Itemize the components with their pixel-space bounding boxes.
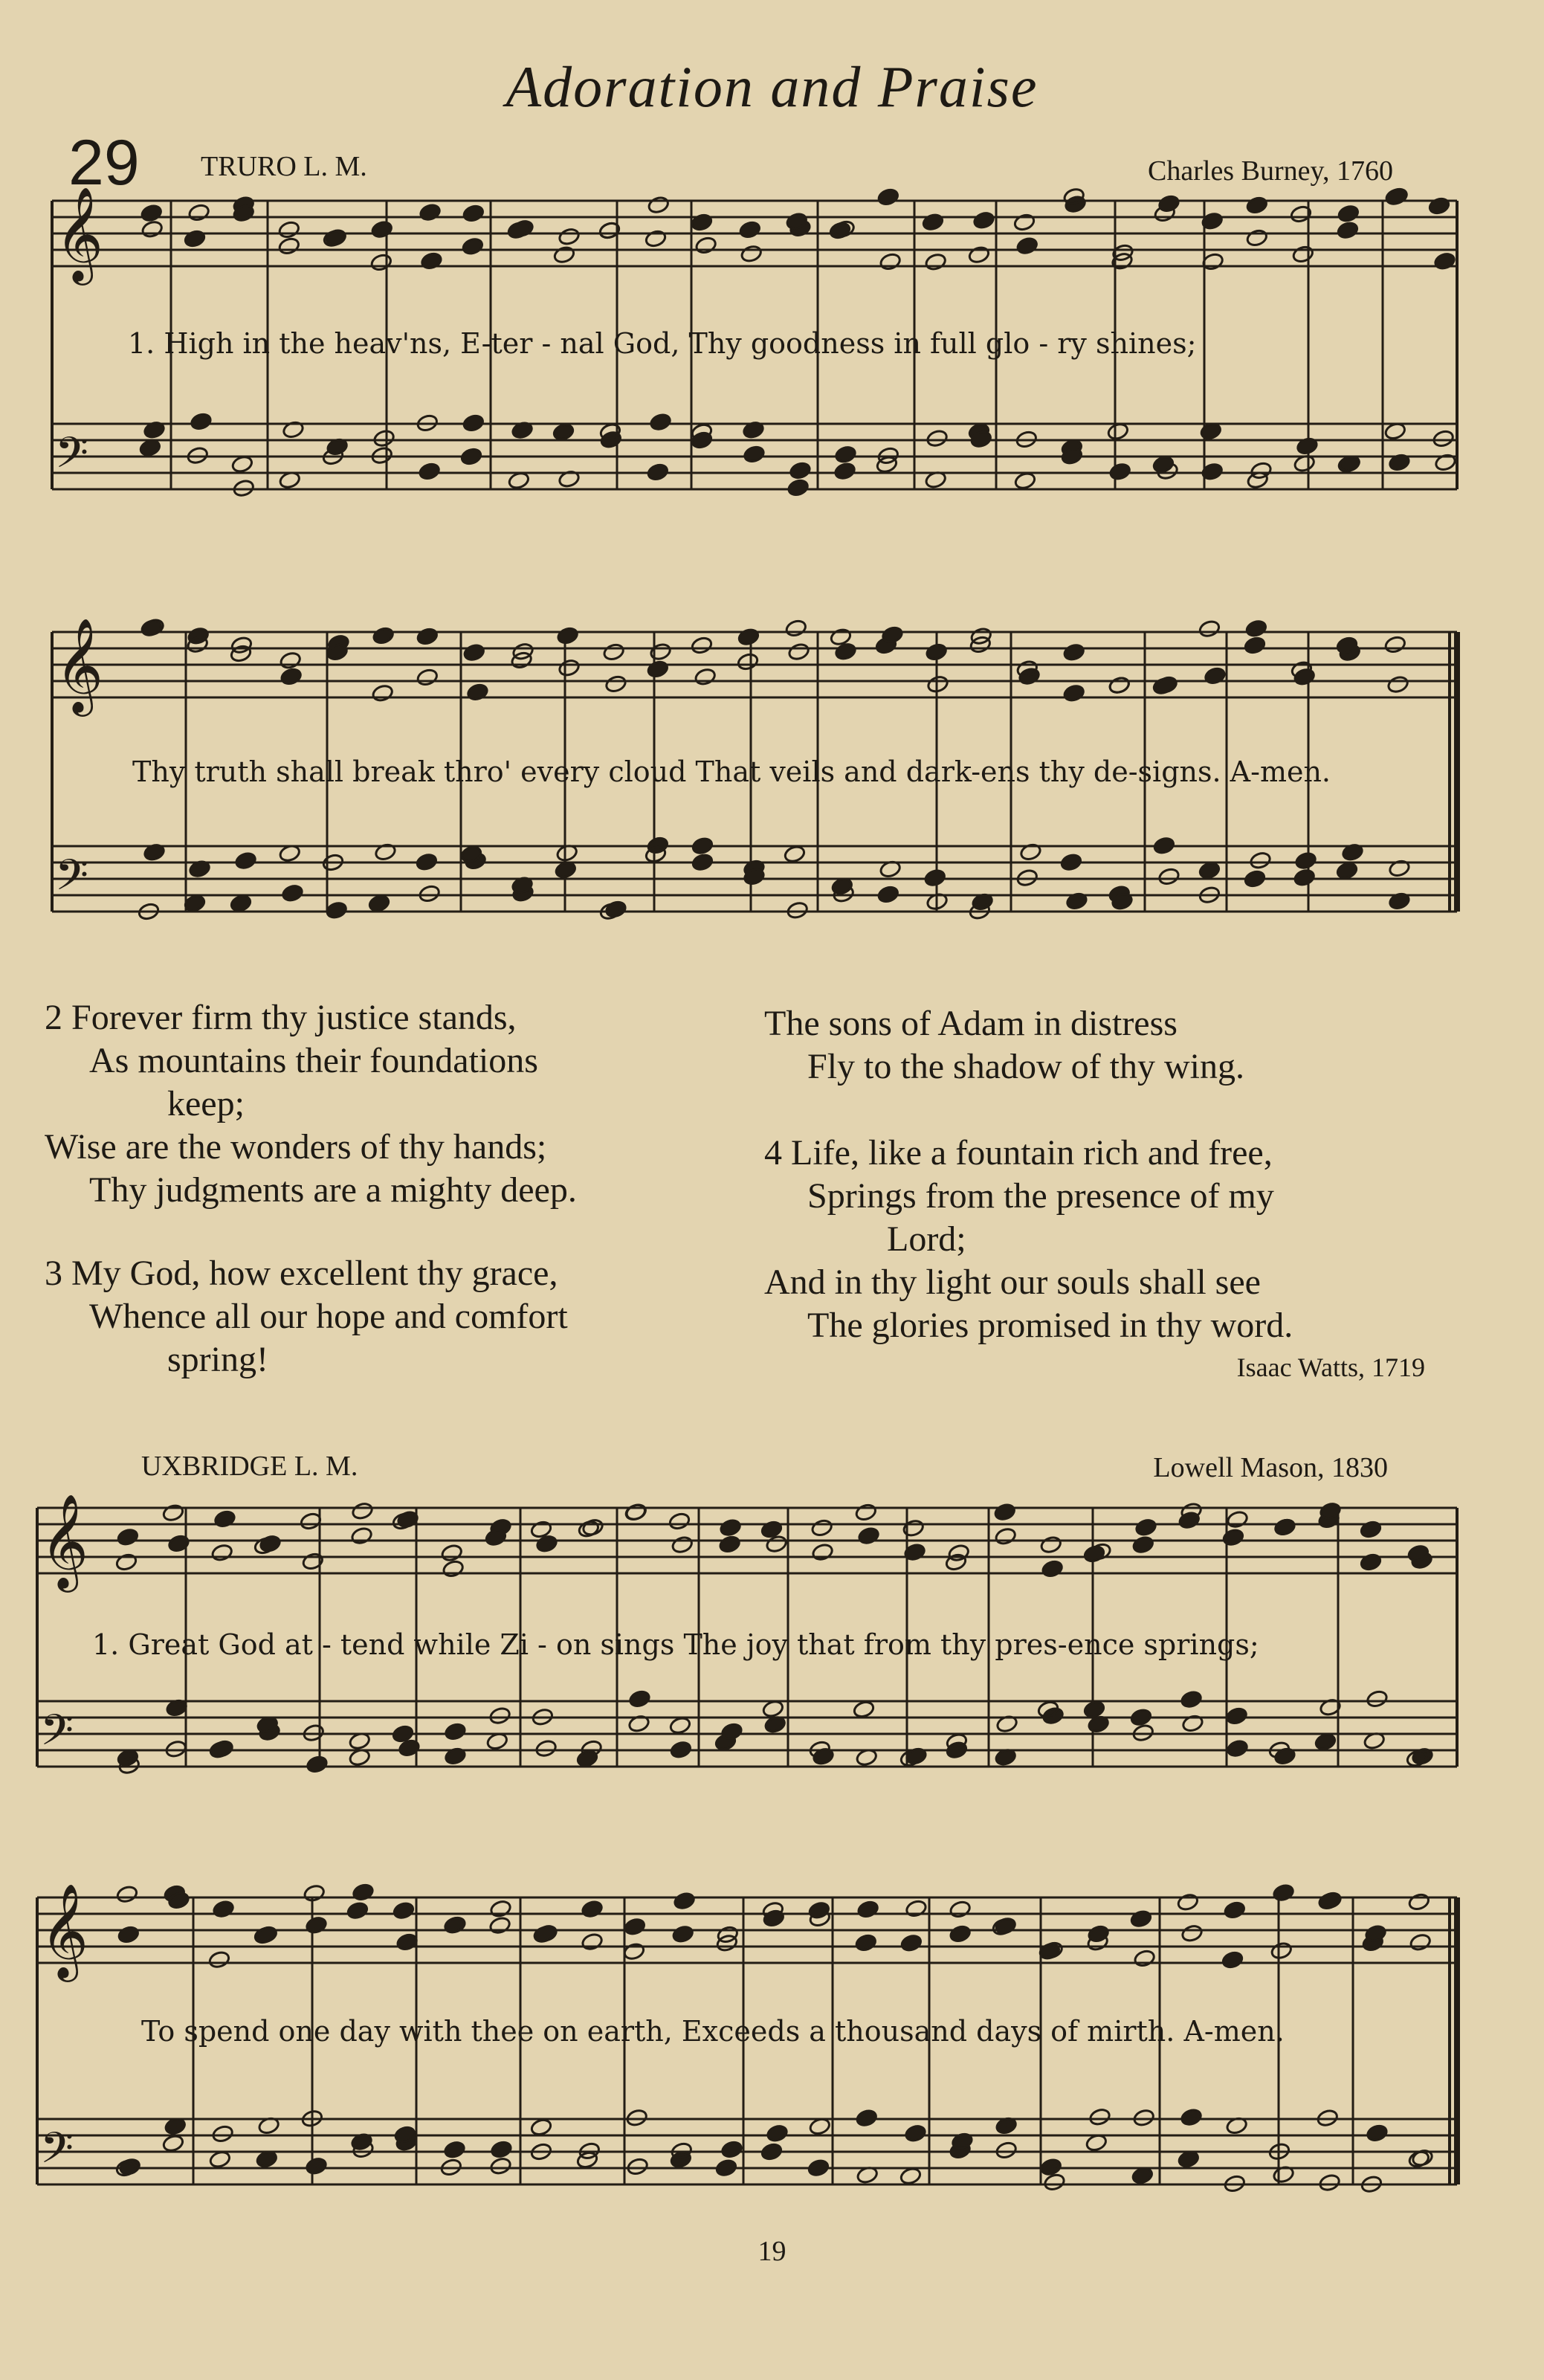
note-head bbox=[669, 1716, 692, 1735]
note-head bbox=[395, 1932, 419, 1952]
note-head bbox=[558, 227, 581, 246]
note-head bbox=[442, 1559, 465, 1578]
note-head bbox=[462, 643, 485, 662]
note-head bbox=[972, 210, 995, 230]
bass-clef-1: 𝄢 bbox=[55, 428, 89, 488]
bass-clef-3: 𝄢 bbox=[40, 1705, 74, 1766]
note-head bbox=[1246, 196, 1269, 215]
note-head bbox=[212, 1900, 235, 1919]
verse-2: 2 Forever firm thy justice stands, As mountains their foundations keep; Wise are the wonders of thy hands; Thy judgments are a mighty deep. bbox=[45, 998, 577, 1210]
note-head bbox=[623, 1942, 646, 1961]
note-head bbox=[877, 885, 900, 904]
note-head bbox=[416, 627, 439, 646]
note-head bbox=[162, 1503, 185, 1523]
note-head bbox=[1157, 867, 1180, 886]
note-head bbox=[718, 1535, 741, 1554]
note-head bbox=[855, 1933, 878, 1952]
note-head bbox=[234, 851, 257, 871]
verse-number: 3 bbox=[45, 1254, 62, 1293]
note-head bbox=[488, 1916, 511, 1935]
note-head bbox=[1108, 462, 1131, 481]
note-head bbox=[740, 244, 763, 263]
note-head bbox=[208, 1950, 231, 1970]
note-head bbox=[1272, 1883, 1295, 1903]
note-head bbox=[719, 1518, 742, 1538]
note-head bbox=[368, 894, 391, 913]
note-head bbox=[420, 251, 443, 271]
note-head bbox=[1039, 2158, 1062, 2177]
note-head bbox=[280, 667, 303, 686]
note-head bbox=[1273, 1518, 1296, 1537]
note-head bbox=[1226, 1739, 1249, 1758]
note-head bbox=[994, 1526, 1017, 1546]
note-head bbox=[372, 626, 395, 645]
note-head bbox=[1132, 2108, 1155, 2127]
note-head bbox=[1134, 1518, 1157, 1537]
note-head bbox=[1409, 1932, 1432, 1952]
note-head bbox=[346, 1901, 369, 1921]
note-head bbox=[1157, 194, 1180, 213]
note-head bbox=[628, 1689, 651, 1709]
note-head bbox=[302, 1552, 325, 1571]
note-head bbox=[556, 626, 579, 645]
note-head bbox=[786, 478, 810, 497]
system-3-treble-staff bbox=[37, 1508, 1457, 1573]
note-head bbox=[784, 845, 807, 864]
note-head bbox=[305, 2156, 328, 2176]
note-head bbox=[1226, 1510, 1249, 1529]
note-head bbox=[325, 900, 348, 920]
note-head bbox=[993, 1503, 1016, 1522]
note-head bbox=[645, 229, 668, 248]
note-head bbox=[1360, 1552, 1383, 1572]
note-head bbox=[444, 1722, 467, 1741]
note-head bbox=[1062, 642, 1085, 662]
note-head bbox=[1039, 1535, 1062, 1555]
note-head bbox=[305, 1915, 328, 1935]
note-head bbox=[673, 1892, 696, 1911]
note-head bbox=[947, 1544, 970, 1563]
treble-clef-4: 𝄞 bbox=[40, 1883, 89, 1978]
note-head bbox=[923, 868, 946, 888]
note-head bbox=[760, 2142, 784, 2161]
note-head bbox=[1083, 1544, 1106, 1564]
note-head bbox=[460, 447, 483, 466]
note-head bbox=[371, 683, 394, 703]
note-head bbox=[419, 203, 442, 222]
note-head bbox=[691, 853, 714, 872]
note-head bbox=[926, 674, 949, 694]
note-head bbox=[1177, 1892, 1200, 1912]
note-head bbox=[1360, 1520, 1383, 1539]
note-head bbox=[647, 462, 670, 482]
note-head bbox=[856, 1900, 879, 1919]
tune-name-uxbridge: UXBRIDGE L. M. bbox=[141, 1451, 358, 1482]
note-head bbox=[416, 852, 439, 871]
note-head bbox=[855, 1503, 878, 1522]
note-head bbox=[1250, 461, 1273, 480]
note-head bbox=[647, 660, 670, 679]
lyric-line-1-uxbridge: 1. Great God at - tend while Zi - on sings The joy that from thy pres-ence springs; bbox=[92, 1628, 1259, 1661]
note-head bbox=[352, 1883, 375, 1902]
note-head bbox=[211, 2124, 234, 2144]
note-head bbox=[1336, 861, 1359, 880]
lyric-line-1-truro: 1. High in the heav'ns, E-ter - nal God, Thy goodness in full glo - ry shines; bbox=[128, 327, 1197, 360]
note-head bbox=[670, 1740, 693, 1759]
note-head bbox=[904, 2123, 927, 2143]
note-head bbox=[1249, 851, 1272, 870]
note-head bbox=[230, 894, 253, 913]
lyric-line-2-truro: Thy truth shall break thro' every cloud That veils and dark-ens thy de-signs. A-men. bbox=[132, 755, 1331, 788]
hymn-number: 29 bbox=[68, 127, 140, 199]
note-head bbox=[877, 187, 900, 207]
note-head bbox=[789, 461, 812, 480]
note-head bbox=[1222, 1528, 1245, 1547]
note-head bbox=[416, 668, 439, 687]
note-head bbox=[1013, 213, 1036, 232]
note-head bbox=[187, 203, 210, 222]
note-head bbox=[1244, 869, 1267, 889]
note-head bbox=[671, 1535, 694, 1555]
note-head bbox=[855, 2109, 878, 2128]
note-head bbox=[879, 252, 902, 271]
note-head bbox=[1015, 236, 1039, 256]
note-head bbox=[694, 667, 717, 686]
note-head bbox=[1060, 853, 1083, 872]
note-head bbox=[1062, 683, 1085, 703]
note-head bbox=[649, 642, 672, 662]
note-head bbox=[1108, 676, 1131, 695]
note-head bbox=[1221, 1950, 1244, 1970]
note-head bbox=[1384, 635, 1407, 654]
note-head bbox=[1246, 228, 1269, 248]
note-head bbox=[1180, 1690, 1203, 1709]
note-head bbox=[766, 2123, 789, 2143]
note-head bbox=[925, 642, 948, 662]
note-head bbox=[1225, 1706, 1248, 1726]
composer-truro: Charles Burney, 1760 bbox=[1148, 155, 1393, 187]
note-head bbox=[902, 1518, 925, 1538]
note-head bbox=[581, 1932, 604, 1952]
note-head bbox=[1088, 2107, 1111, 2126]
note-head bbox=[1293, 667, 1316, 686]
note-head bbox=[1337, 204, 1360, 223]
note-head bbox=[1245, 619, 1268, 638]
note-head bbox=[581, 1518, 604, 1537]
note-head bbox=[1337, 221, 1360, 240]
note-head bbox=[671, 1924, 694, 1944]
note-head bbox=[1318, 2173, 1341, 2193]
note-head bbox=[115, 1552, 138, 1572]
note-head bbox=[833, 462, 856, 481]
note-head bbox=[1198, 619, 1221, 639]
note-head bbox=[117, 1925, 140, 1944]
note-head bbox=[184, 229, 207, 248]
note-head bbox=[553, 245, 576, 265]
note-head bbox=[440, 1544, 463, 1563]
treble-clef-3: 𝄞 bbox=[40, 1493, 89, 1588]
note-head bbox=[785, 619, 808, 638]
note-head bbox=[649, 413, 672, 432]
note-head bbox=[534, 1739, 558, 1758]
note-head bbox=[140, 204, 163, 223]
note-head bbox=[372, 429, 395, 448]
note-head bbox=[1270, 1941, 1293, 1961]
note-head bbox=[489, 1899, 512, 1918]
note-head bbox=[1408, 1892, 1431, 1912]
note-head bbox=[1433, 251, 1456, 271]
note-head bbox=[720, 2140, 743, 2159]
note-head bbox=[626, 2157, 649, 2176]
note-head bbox=[694, 236, 717, 255]
note-head bbox=[164, 1739, 187, 1758]
page-title: Adoration and Praise bbox=[505, 54, 1039, 119]
note-head bbox=[278, 236, 301, 256]
note-head bbox=[140, 219, 164, 239]
note-head bbox=[691, 636, 714, 655]
note-head bbox=[552, 422, 575, 442]
note-head bbox=[924, 252, 947, 271]
note-head bbox=[443, 2140, 466, 2159]
note-head bbox=[418, 462, 441, 481]
treble-clef-2: 𝄞 bbox=[55, 617, 104, 712]
note-head bbox=[691, 213, 714, 232]
note-head bbox=[926, 429, 949, 448]
note-head bbox=[737, 628, 760, 647]
verse-3: 3 My God, how excellent thy grace, Whence all our hope and comfort spring! bbox=[45, 1254, 568, 1379]
note-head bbox=[489, 2156, 512, 2176]
note-head bbox=[350, 1526, 373, 1546]
note-head bbox=[393, 1901, 416, 1921]
note-head bbox=[306, 1755, 329, 1774]
composer-uxbridge: Lowell Mason, 1830 bbox=[1153, 1452, 1388, 1483]
note-head bbox=[604, 674, 627, 694]
note-head bbox=[810, 1518, 833, 1538]
note-head bbox=[162, 2134, 185, 2153]
note-head bbox=[922, 213, 945, 232]
bass-clef-4: 𝄢 bbox=[40, 2123, 74, 2184]
note-head bbox=[624, 1917, 647, 1936]
author-credit: Isaac Watts, 1719 bbox=[1236, 1352, 1425, 1382]
note-head bbox=[905, 1899, 928, 1918]
note-head bbox=[737, 652, 760, 671]
note-head bbox=[807, 2158, 830, 2178]
note-head bbox=[462, 413, 485, 433]
note-head bbox=[949, 1900, 972, 1919]
note-head bbox=[691, 836, 714, 856]
note-head bbox=[1366, 1689, 1389, 1709]
verse-number: 4 bbox=[764, 1133, 782, 1173]
note-head bbox=[1180, 1923, 1204, 1943]
note-head bbox=[1224, 1900, 1247, 1920]
note-head bbox=[857, 1526, 880, 1546]
note-head bbox=[351, 1501, 374, 1520]
note-head bbox=[1366, 2123, 1389, 2143]
note-head bbox=[1153, 836, 1176, 855]
note-head bbox=[715, 2158, 738, 2178]
note-head bbox=[602, 642, 625, 662]
verse-2-continued: The sons of Adam in distress Fly to the shadow of thy wing. bbox=[764, 1004, 1244, 1086]
note-head bbox=[945, 1552, 968, 1572]
note-head bbox=[787, 642, 810, 662]
note-head bbox=[900, 1933, 923, 1952]
note-head bbox=[581, 1900, 604, 1919]
note-head bbox=[370, 220, 393, 239]
note-head bbox=[1180, 2108, 1203, 2127]
note-head bbox=[1314, 1732, 1337, 1752]
note-head bbox=[1133, 1949, 1156, 1968]
treble-clef-1: 𝄞 bbox=[55, 186, 104, 281]
note-head bbox=[949, 1924, 972, 1944]
note-head bbox=[853, 1700, 876, 1719]
verse-4: 4 Life, like a fountain rich and free, Springs from the presence of my Lord; And in thy light our souls shall see The glories promised in thy word. bbox=[764, 1133, 1293, 1345]
note-head bbox=[116, 1885, 139, 1904]
note-head bbox=[899, 2167, 923, 2186]
note-head bbox=[418, 884, 441, 903]
note-head bbox=[490, 2140, 513, 2159]
note-head bbox=[1293, 868, 1316, 887]
note-head bbox=[281, 883, 304, 903]
note-head bbox=[1386, 675, 1409, 694]
note-head bbox=[279, 651, 302, 670]
note-head bbox=[1244, 636, 1267, 655]
note-head bbox=[1294, 851, 1317, 871]
note-head bbox=[1432, 429, 1455, 448]
note-head bbox=[530, 2118, 553, 2137]
note-head bbox=[811, 1543, 834, 1562]
note-head bbox=[210, 1543, 233, 1562]
note-head bbox=[1198, 861, 1221, 880]
note-head bbox=[303, 1883, 326, 1903]
note-head bbox=[834, 445, 857, 464]
note-head bbox=[190, 412, 213, 431]
note-head bbox=[1130, 1708, 1153, 1727]
note-head bbox=[1043, 2173, 1066, 2192]
note-head bbox=[1130, 1909, 1153, 1929]
note-head bbox=[370, 253, 393, 272]
bass-clef-2: 𝄢 bbox=[55, 850, 89, 911]
note-head bbox=[462, 236, 485, 256]
note-head bbox=[1131, 1535, 1154, 1555]
note-head bbox=[117, 1527, 140, 1547]
note-head bbox=[739, 220, 762, 239]
note-head bbox=[1428, 196, 1451, 216]
note-head bbox=[625, 2108, 648, 2127]
tune-name-truro: TRURO L. M. bbox=[201, 151, 367, 182]
note-head bbox=[466, 683, 489, 702]
note-head bbox=[743, 445, 766, 464]
note-head bbox=[488, 1706, 511, 1726]
note-head bbox=[462, 204, 485, 223]
note-head bbox=[1041, 1559, 1064, 1578]
note-head bbox=[995, 2141, 1018, 2160]
verse-number: 2 bbox=[45, 998, 62, 1037]
page-number: 19 bbox=[758, 2236, 786, 2267]
note-head bbox=[1014, 471, 1037, 491]
note-head bbox=[558, 658, 581, 677]
note-head bbox=[668, 1512, 691, 1531]
note-head bbox=[968, 245, 991, 265]
note-head bbox=[1292, 245, 1315, 264]
note-head bbox=[786, 900, 809, 920]
lyric-line-2-uxbridge: To spend one day with thee on earth, Exceeds a thousand days of mirth. A-men. bbox=[141, 2015, 1285, 2048]
note-head bbox=[1152, 455, 1175, 474]
note-head bbox=[213, 1509, 236, 1529]
note-head bbox=[278, 220, 301, 239]
note-head bbox=[647, 196, 670, 215]
note-head bbox=[576, 1749, 599, 1768]
note-head bbox=[1204, 666, 1227, 686]
